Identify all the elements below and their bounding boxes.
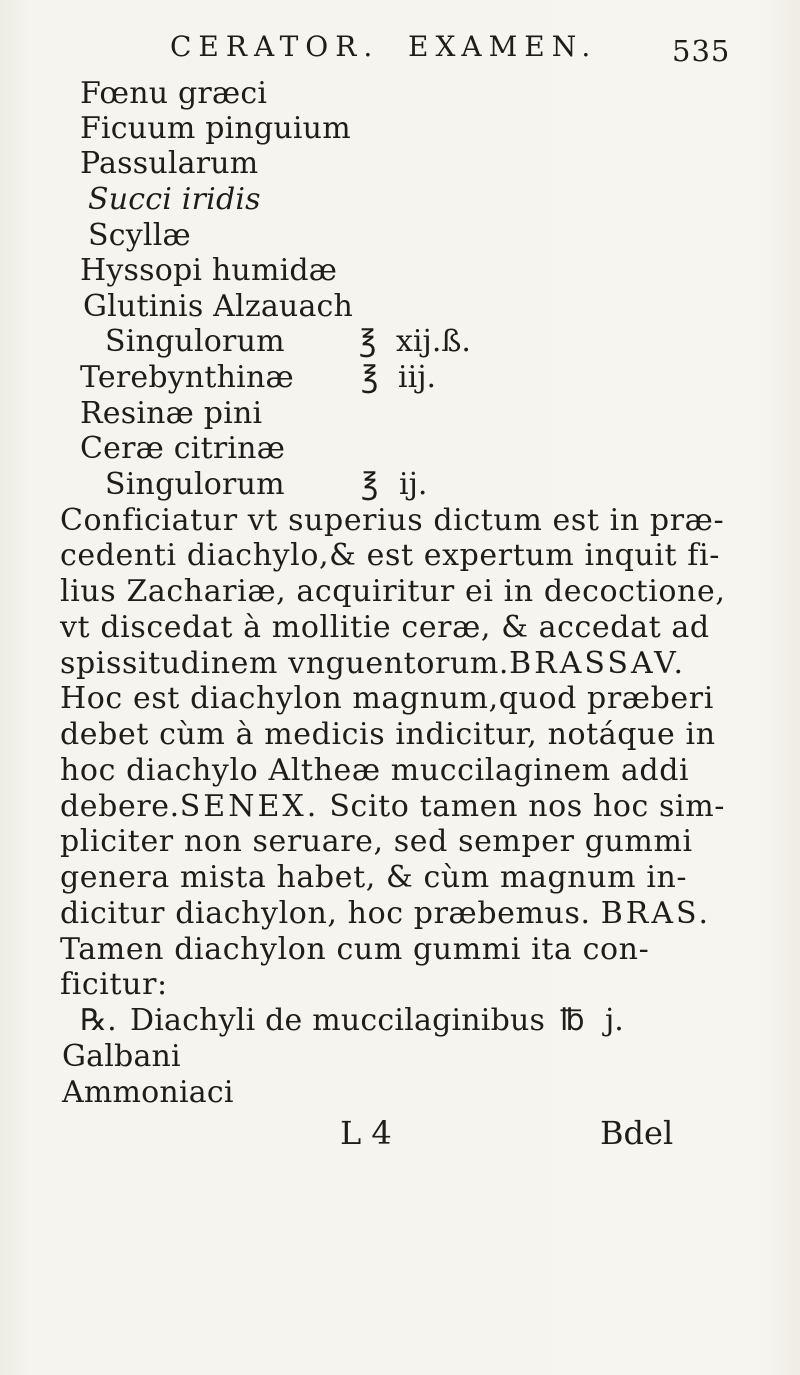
catchword: Bdel xyxy=(600,1114,674,1152)
pound-symbol: ℔ xyxy=(560,1003,585,1038)
speaker-brassav: BRASSAV. xyxy=(509,646,687,681)
ingredient-line: Fœnu græci xyxy=(80,76,268,111)
paragraph-line: Conficiatur vt superius dictum est in præ- xyxy=(60,503,725,538)
paragraph-line: genera mista habet, & cùm magnum in- xyxy=(60,860,688,895)
signature-mark: L 4 xyxy=(340,1114,392,1152)
recipe-amount: j. xyxy=(605,1003,624,1038)
quantity-label: Terebynthinæ xyxy=(80,360,294,395)
ingredient-line: Ceræ citrinæ xyxy=(80,431,286,466)
quantity-label: Singulorum xyxy=(105,324,285,359)
ingredient-line: Ammoniaci xyxy=(62,1075,234,1110)
ingredient-line: Galbani xyxy=(62,1039,181,1074)
ingredient-line: Passularum xyxy=(80,146,259,181)
paragraph-line: debet cùm à medicis indicitur, notáque in xyxy=(60,717,716,752)
ingredient-line: Hyssopi humidæ xyxy=(80,253,338,288)
recipe-item: Diachyli de muccilaginibus xyxy=(130,1003,546,1038)
running-title-left: CERATOR. xyxy=(170,30,380,63)
ingredient-line: Succi iridis xyxy=(88,182,261,217)
ingredient-line: Glutinis Alzauach xyxy=(83,289,354,324)
paragraph-text: debere. xyxy=(60,789,180,824)
ingredient-line: Ficuum pinguium xyxy=(80,111,351,146)
ounce-symbol: ℥ xyxy=(361,467,379,502)
paragraph-line: hoc diachylo Altheæ muccilaginem addi xyxy=(60,753,690,788)
recipe-symbol: ℞. xyxy=(80,1003,117,1038)
paragraph-line: lius Zachariæ, acquiritur ei in decoctione, xyxy=(60,574,726,609)
ounce-symbol: ℥ xyxy=(359,324,377,359)
paragraph-line xyxy=(60,896,711,932)
ingredient-line: Scyllæ xyxy=(88,218,191,253)
ingredient-line: Resinæ pini xyxy=(80,396,263,431)
paragraph-line: pliciter non seruare, sed semper gummi xyxy=(60,824,693,859)
ounce-symbol: ℥ xyxy=(361,360,379,395)
page-number: 535 xyxy=(672,34,731,68)
running-title-right: EXAMEN. xyxy=(408,30,598,63)
quantity-amount: xij.ß. xyxy=(396,324,471,359)
paragraph-text: dicitur diachylon, hoc præbemus. xyxy=(60,896,591,931)
quantity-label: Singulorum xyxy=(105,467,285,502)
paragraph-line: Hoc est diachylon magnum,quod præberi xyxy=(60,681,714,716)
paragraph-line: Tamen diachylon cum gummi ita con- xyxy=(60,932,650,967)
paragraph-line: cedenti diachylo,& est expertum inquit fi- xyxy=(60,538,720,573)
paragraph-line: ficitur: xyxy=(60,967,168,1002)
running-header xyxy=(170,30,770,70)
paragraph-text: spissitudinem vnguentorum. xyxy=(60,646,510,681)
paragraph-text: Scito tamen nos hoc sim- xyxy=(329,789,726,824)
quantity-amount: iij. xyxy=(398,360,437,395)
quantity-amount: ij. xyxy=(399,467,428,502)
speaker-senex: SENEX. xyxy=(179,789,320,824)
paragraph-line xyxy=(60,789,725,825)
paragraph-line xyxy=(60,646,686,682)
speaker-bras: BRAS. xyxy=(600,896,712,931)
paragraph-line: vt discedat à mollitie ceræ, & accedat ad xyxy=(60,610,710,645)
